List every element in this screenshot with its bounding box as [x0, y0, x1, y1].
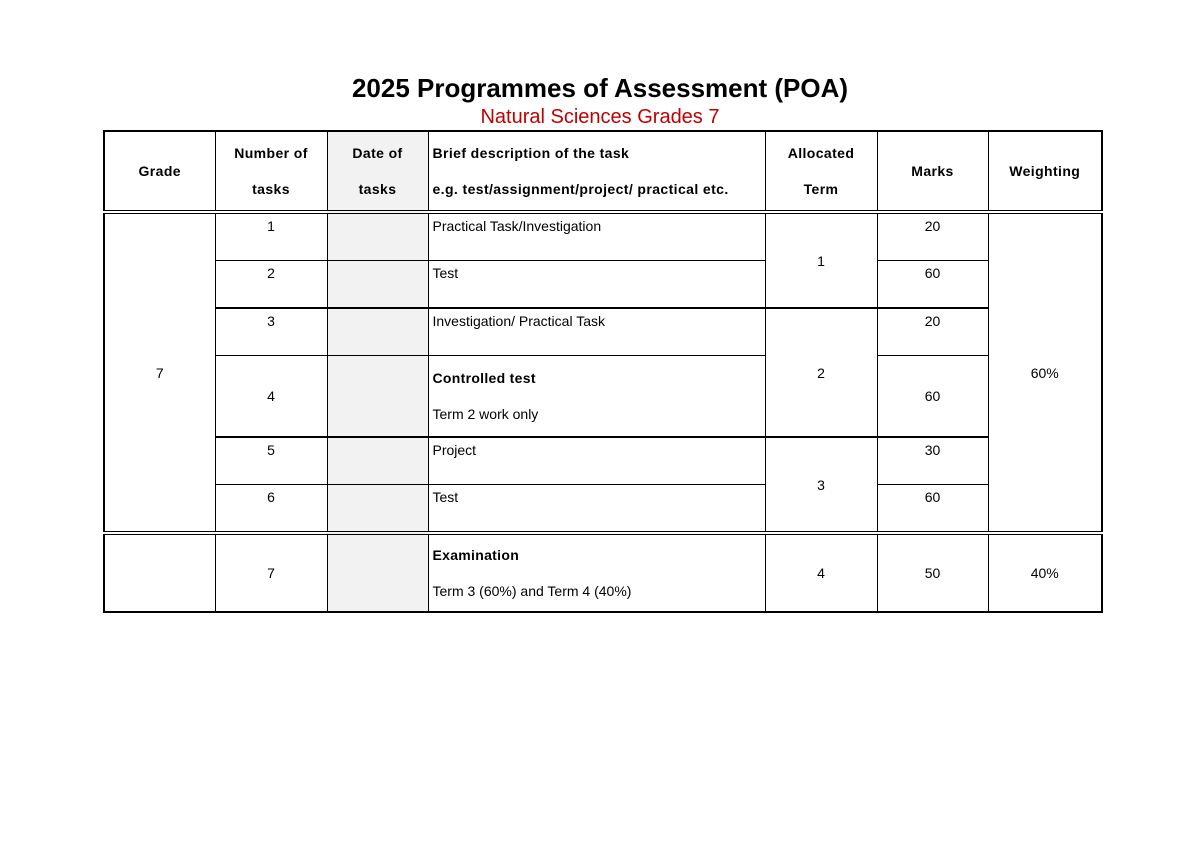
task-marks: 60: [877, 485, 988, 534]
table-row: [104, 356, 1102, 438]
task-marks: 20: [877, 212, 988, 261]
weighting-cell: 60%: [988, 212, 1102, 533]
task-date: [327, 437, 428, 485]
header-grade: Grade: [104, 131, 215, 212]
table-row: [104, 308, 1102, 356]
task-date: [327, 533, 428, 612]
header-allocated-term: Allocated Term: [765, 131, 877, 212]
task-marks: 20: [877, 308, 988, 356]
header-description: Brief description of the task e.g. test/assignment/project/ practical etc.: [428, 131, 765, 212]
task-date: [327, 261, 428, 309]
term-cell: 3: [765, 437, 877, 533]
task-description: [428, 533, 765, 612]
term-cell: 1: [765, 212, 877, 308]
poa-table: [103, 130, 1103, 613]
page-title: 2025 Programmes of Assessment (POA): [351, 73, 849, 103]
task-number: 6: [215, 485, 327, 534]
task-marks: 50: [877, 533, 988, 612]
task-description: Project: [428, 437, 765, 485]
task-date: [327, 212, 428, 261]
grade-cell-empty: [104, 533, 215, 612]
task-date: [327, 308, 428, 356]
task-number: 1: [215, 212, 327, 261]
task-number: 5: [215, 437, 327, 485]
task-description: Practical Task/Investigation: [428, 212, 765, 261]
task-date: [327, 485, 428, 534]
header-number-of-tasks: Number of tasks: [215, 131, 327, 212]
task-date: [327, 356, 428, 438]
table-row: [104, 261, 1102, 309]
task-description-title: Controlled test: [432, 370, 536, 386]
table-row: [104, 437, 1102, 485]
task-number: 7: [215, 533, 327, 612]
header-marks: Marks: [877, 131, 988, 212]
task-number: 2: [215, 261, 327, 309]
header-date-of-tasks: Date of tasks: [327, 131, 428, 212]
term-cell: 2: [765, 308, 877, 437]
task-description-detail: Term 2 work only: [432, 406, 539, 422]
task-description: Test: [428, 485, 765, 534]
task-number: 4: [215, 356, 327, 438]
header-weighting: Weighting: [988, 131, 1102, 212]
task-description: Test: [428, 261, 765, 309]
header-row: [104, 131, 1102, 212]
weighting-cell: 40%: [988, 533, 1102, 612]
table-row: [104, 212, 1102, 261]
task-description: [428, 356, 765, 438]
task-number: 3: [215, 308, 327, 356]
page-subtitle: Natural Sciences Grades 7: [480, 106, 720, 128]
task-marks: 30: [877, 437, 988, 485]
table-row: [104, 533, 1102, 612]
task-description-title: Examination: [432, 547, 520, 563]
table-row: [104, 485, 1102, 534]
task-marks: 60: [877, 261, 988, 309]
task-marks: 60: [877, 356, 988, 438]
task-description-detail: Term 3 (60%) and Term 4 (40%): [432, 583, 632, 599]
task-description: Investigation/ Practical Task: [428, 308, 765, 356]
grade-cell: 7: [104, 212, 215, 533]
term-cell: 4: [765, 533, 877, 612]
